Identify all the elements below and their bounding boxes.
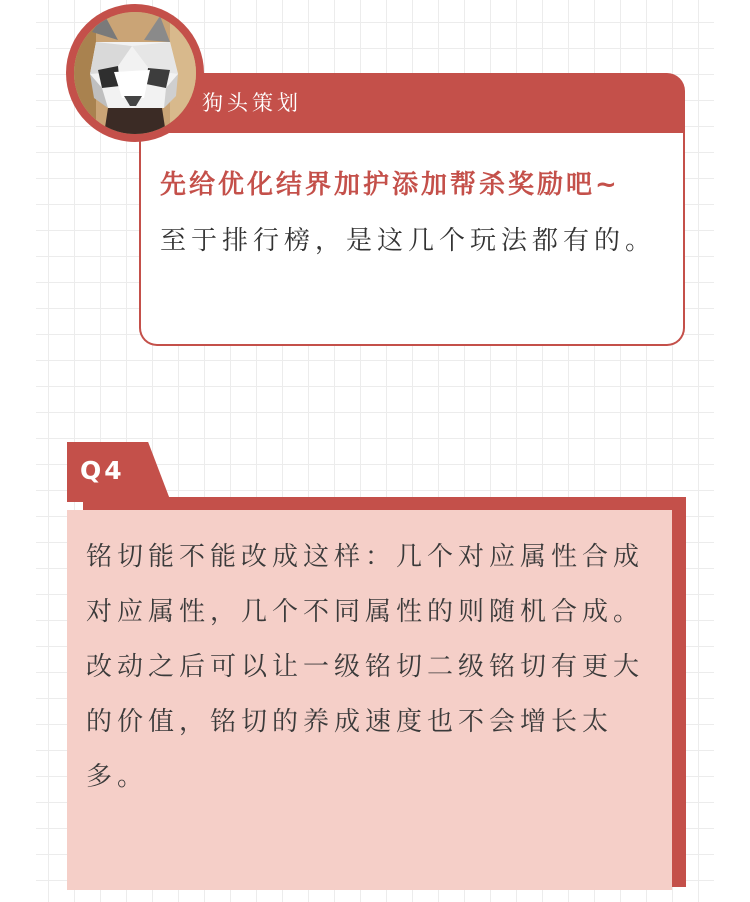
dog-mask-icon [74,12,196,134]
question-label: Q4 [80,456,125,485]
avatar [74,12,196,134]
answer-text-block [160,157,665,269]
question-paragraph: 改动之后可以让一级铭切二级铭切有更大的价值，铭切的养成速度也不会增长太多。 [86,652,645,792]
answer-text: 至于排行榜，是这几个玩法都有的。 [160,226,657,256]
question-text [86,530,658,805]
speaker-name: 狗头策划 [202,91,302,115]
question-paragraph: 铭切能不能改成这样：几个对应属性合成对应属性，几个不同属性的则随机合成。 [86,542,645,627]
left-margin [0,0,36,902]
answer-highlight: 先给优化结界加护添加帮杀奖励吧~ [160,170,620,200]
right-margin [714,0,750,902]
